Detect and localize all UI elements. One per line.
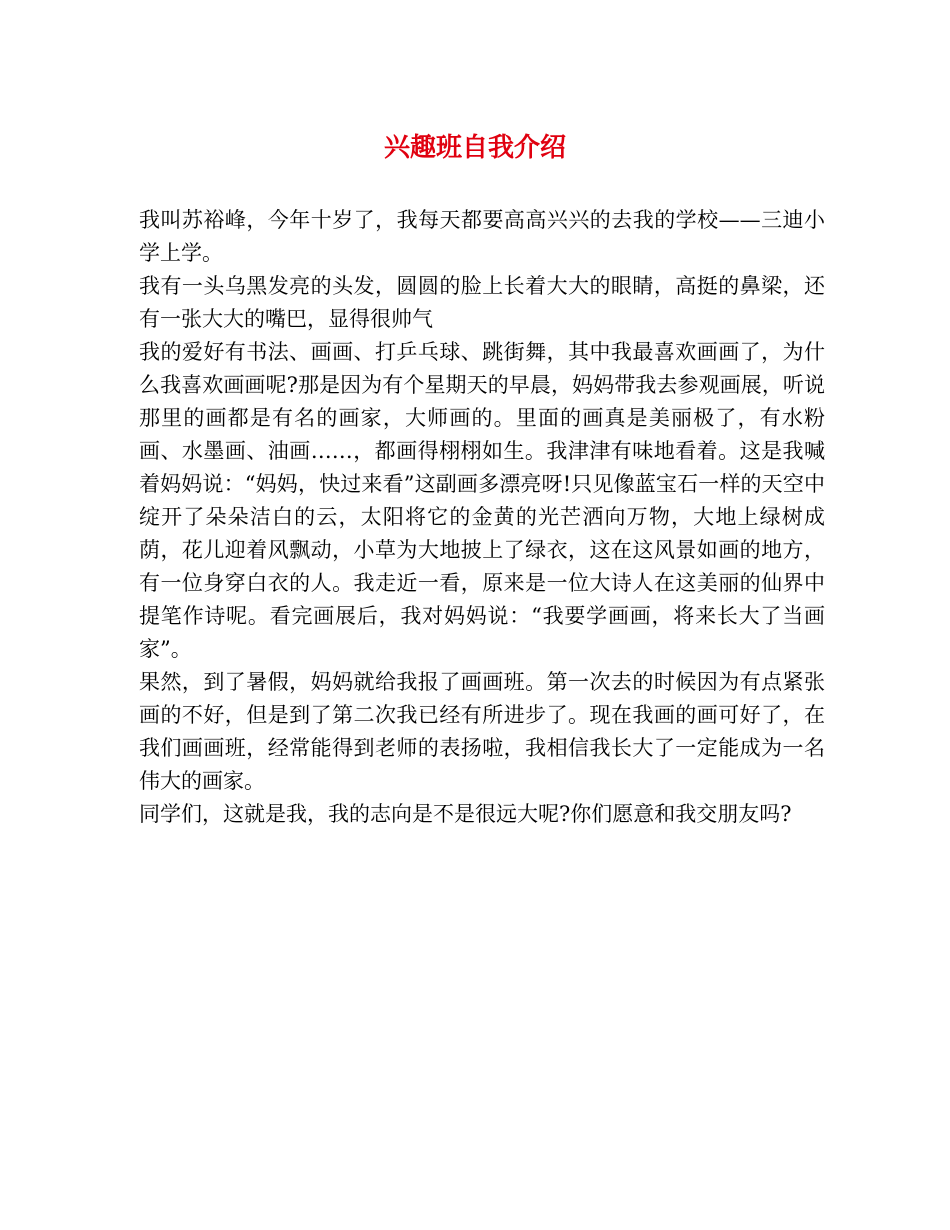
paragraph-introduction: 我叫苏裕峰，今年十岁了，我每天都要高高兴兴的去我的学校——三迪小学上学。	[139, 208, 825, 265]
paragraph-appearance: 我有一头乌黑发亮的头发，圆圆的脸上长着大大的眼睛，高挺的鼻梁，还有一张大大的嘴巴，显得很帅气	[139, 274, 825, 331]
paragraph-hobbies: 我的爱好有书法、画画、打乒乓球、跳街舞，其中我最喜欢画画了，为什么我喜欢画画呢?那是因为有个星期天的早晨，妈妈带我去参观画展，听说那里的画都是有名的画家，大师画的。里面的画真是美丽极了，有水粉画、水墨画、油画……，都画得栩栩如生。我津津有味地看着。这是我喊着妈妈说：“妈妈，快过来看”这副画多漂亮呀!只见像蓝宝石一样的天空中绽开了朵朵洁白的云，太阳将它的金黄的光芒洒向万物，大地上绿树成荫，花儿迎着风飘动，小草为大地披上了绿衣，这在这风景如画的地方，有一位身穿白衣的人。我走近一看，原来是一位大诗人在这美丽的仙界中提笔作诗呢。看完画展后，我对妈妈说：“我要学画画，将来长大了当画家”。	[139, 340, 825, 661]
paragraph-closing: 同学们，这就是我，我的志向是不是很远大呢?你们愿意和我交朋友吗?	[139, 802, 792, 826]
document-body	[139, 204, 825, 831]
document-title: 兴趣班自我介绍	[383, 133, 566, 163]
paragraph-painting-class: 果然，到了暑假，妈妈就给我报了画画班。第一次去的时候因为有点紧张画的不好，但是到了第二次我已经有所进步了。现在我画的画可好了，在我们画画班，经常能得到老师的表扬啦，我相信我长大了一定能成为一名伟大的画家。	[139, 670, 825, 793]
